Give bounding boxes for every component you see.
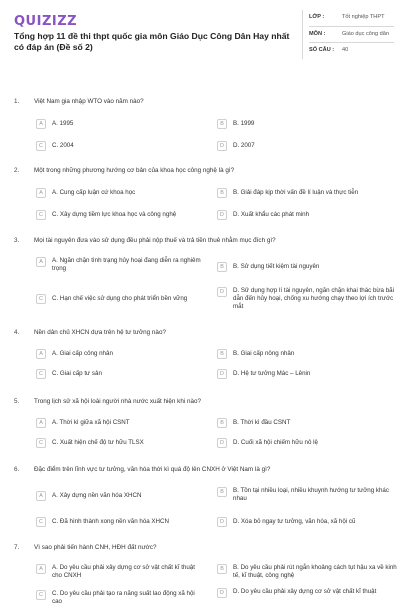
option-c[interactable] [36,369,202,379]
option-letter-box: D [217,438,227,448]
option-letter-box: D [217,369,227,379]
option-text: B. 1999 [233,120,255,127]
option-b[interactable] [217,487,398,503]
option-b[interactable] [217,349,383,359]
option-text: B. Thời kì đầu CSNT [233,419,291,426]
quizizz-logo: QUIZIZZ [14,14,78,29]
question-number: 6. [14,466,20,473]
meta-label: LỚP : [309,14,325,20]
option-d[interactable] [217,369,383,379]
question-text: Trong lịch sử xã hội loài người nhà nước xuất hiện khi nào? [34,398,201,405]
option-text: A. Xây dựng nền văn hóa XHCN [52,492,142,499]
option-text: D. Xóa bỏ ngay tư tưởng, văn hóa, xã hội cũ [233,518,356,525]
option-letter-box: A [36,564,46,574]
option-text: B. Tồn tại nhiều loại, nhiều khuynh hướng tư tưởng khác nhau [233,487,389,502]
option-letter-box: B [217,349,227,359]
option-letter-box: B [217,487,227,497]
option-letter-box: B [217,119,227,129]
option-text: D. Hệ tư tưởng Mác – Lênin [233,370,311,377]
option-text: B. Giai cấp nông nhân [233,350,295,357]
question-text: Việt Nam gia nhập WTO vào năm nào? [34,98,144,105]
option-c[interactable] [36,294,202,304]
question-text: Mọi tài nguyên đưa vào sử dụng đều phải nộp thuế và trả tiền thuê nhằm mục đích gì? [34,237,276,244]
option-letter-box: A [36,188,46,198]
option-letter-box: A [36,257,46,267]
option-a[interactable] [36,257,202,273]
question-text: Đặc điểm trên lĩnh vực tư tưởng, văn hóa thời kì quá độ lên CNXH ở Việt Nam là gì? [34,466,271,473]
option-letter-box: C [36,141,46,151]
option-d[interactable] [217,210,383,220]
option-b[interactable] [217,564,398,580]
option-text: A. Giai cấp công nhân [52,350,113,357]
option-letter-box: A [36,418,46,428]
option-text: B. Giải đáp kịp thời vấn đề lí luận và thực tiễn [233,189,359,196]
option-letter-box: D [217,517,227,527]
option-a[interactable] [36,119,202,129]
option-letter-box: D [217,287,227,297]
option-a[interactable] [36,349,202,359]
option-text: C. Giai cấp tư sản [52,370,102,377]
question-number: 2. [14,167,20,174]
option-d[interactable] [217,141,383,151]
option-c[interactable] [36,590,202,606]
meta-panel [302,10,394,59]
question-number: 1. [14,98,20,105]
option-c[interactable] [36,210,202,220]
option-b[interactable] [217,262,383,272]
question-number: 7. [14,544,20,551]
question-number: 3. [14,237,20,244]
option-d[interactable] [217,438,383,448]
option-text: B. Do yêu cầu phải rút ngắn khoảng cách tụt hậu xa về kinh tế, kĩ thuật, công nghệ [233,564,397,579]
option-text: A. Ngăn chặn tình trạng hủy hoại đang diễn ra nghiêm trọng [52,257,201,272]
option-text: D. Do yêu cầu phải xây dựng cơ sở vật chất kĩ thuật [233,588,377,595]
option-text: C. Do yêu cầu phải tạo ra năng suất lao động xã hội cao [52,590,195,605]
option-letter-box: C [36,210,46,220]
option-text: A. Do yêu cầu phải xây dựng cơ sở vật chất kĩ thuật cho CNXH [52,564,195,579]
meta-label: SỐ CÂU : [309,47,335,53]
option-a[interactable] [36,491,202,501]
option-c[interactable] [36,141,202,151]
meta-value: Tốt nghiệp THPT [342,14,385,20]
option-b[interactable] [217,119,383,129]
question-number: 4. [14,329,20,336]
option-a[interactable] [36,188,202,198]
question-number: 5. [14,398,20,405]
option-c[interactable] [36,517,202,527]
option-b[interactable] [217,188,398,198]
question-text: Nền dân chủ XHCN dựa trên hệ tư tưởng nào? [34,329,166,336]
option-text: C. Xây dựng tiềm lực khoa học và công nghệ [52,211,177,218]
option-letter-box: D [217,210,227,220]
option-text: C. 2004 [52,142,74,149]
option-letter-box: C [36,517,46,527]
meta-label: MÔN : [309,30,326,37]
option-b[interactable] [217,418,383,428]
meta-row-subject [309,27,394,44]
option-letter-box: B [217,418,227,428]
option-letter-box: A [36,491,46,501]
option-letter-box: A [36,349,46,359]
option-text: D. 2007 [233,142,255,149]
option-text: D. Sử dụng hợp lí tài nguyên, ngăn chặn khai thác bừa bãi dẫn đến hủy hoại, chống xu hướng chạy theo lợi ích trước mắt [233,287,394,310]
option-c[interactable] [36,438,202,448]
option-a[interactable] [36,564,202,580]
meta-row-question-count [309,43,394,59]
option-letter-box: D [217,588,227,598]
option-text: C. Hạn chế việc sử dụng cho phát triển bền vững [52,295,188,302]
option-letter-box: C [36,590,46,600]
option-letter-box: A [36,119,46,129]
option-text: D. Xuất khẩu các phát minh [233,211,310,218]
option-text: C. Xuất hiện chế độ tư hữu TLSX [52,439,144,446]
option-d[interactable] [217,517,398,527]
option-d[interactable] [217,287,398,311]
question-text: Một trong những phương hướng cơ bản của khoa học công nghệ là gì? [34,167,235,174]
option-text: A. 1995 [52,120,74,127]
option-text: C. Đã hình thành xong nền văn hóa XHCN [52,518,169,525]
option-letter-box: B [217,188,227,198]
option-letter-box: C [36,438,46,448]
question-text: Vì sao phải tiến hành CNH, HĐH đất nước? [34,544,157,551]
page-header [0,0,400,84]
option-a[interactable] [36,418,202,428]
option-text: D. Cuối xã hội chiếm hữu nô lệ [233,439,318,446]
option-text: B. Sử dụng tiết kiệm tài nguyên [233,263,320,270]
meta-value: 40 [342,47,349,53]
meta-row-class [309,10,394,27]
option-text: A. Thời kì giữa xã hội CSNT [52,419,130,426]
option-letter-box: B [217,564,227,574]
meta-value: Giáo dục công dân [342,30,389,37]
option-d[interactable] [217,588,398,598]
option-letter-box: B [217,262,227,272]
option-text: A. Cung cấp luận cứ khoa học [52,189,136,196]
option-letter-box: C [36,369,46,379]
document-title: Tổng hợp 11 đề thi thpt quốc gia môn Giáo Dục Công Dân Hay nhất có đáp án (Đề số 2) [14,31,290,52]
option-letter-box: D [217,141,227,151]
option-letter-box: C [36,294,46,304]
